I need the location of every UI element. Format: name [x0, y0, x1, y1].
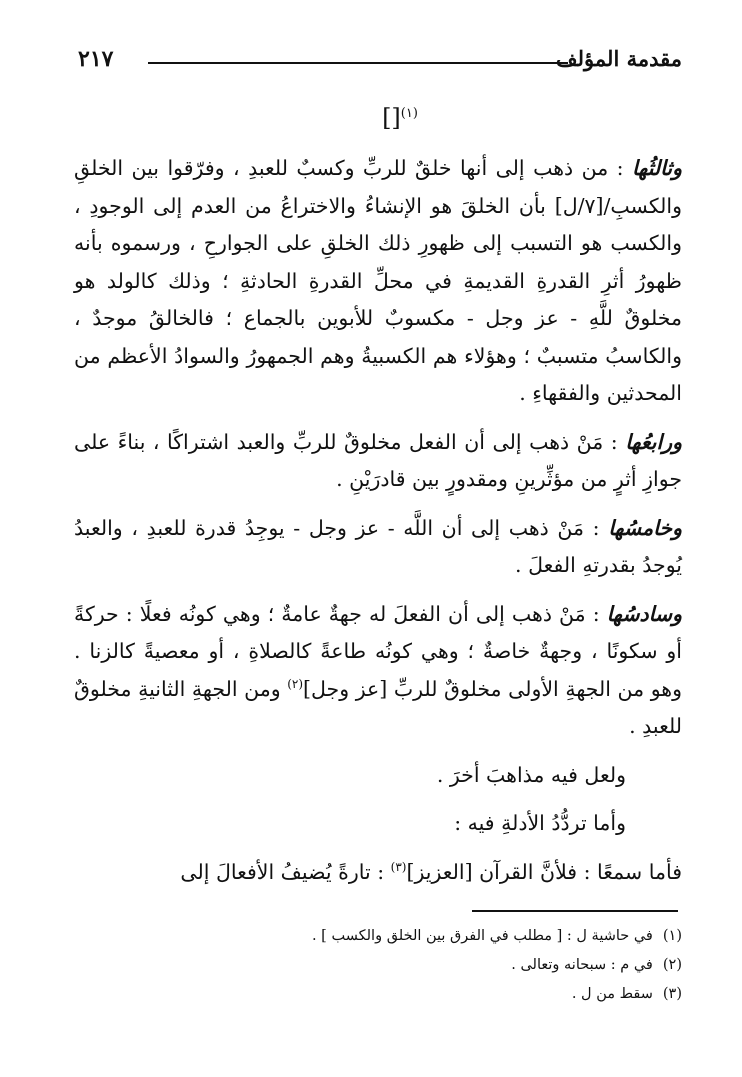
page-header — [78, 44, 682, 78]
paragraph-body: : مَنْ ذهب إلى أن الفعل مخلوقٌ للربِّ والعبد اشتراكًا ، بناءً على جوازِ أثرٍ من مؤثِّرينِ ومقدورٍ بين قادرَيْنِ . — [74, 429, 682, 491]
footnote-marker-1: (١) — [400, 106, 418, 121]
footnote-rule — [472, 910, 678, 912]
footnote-item — [150, 980, 682, 1009]
main-text — [74, 150, 682, 891]
footnote-number: (٣) — [662, 986, 682, 1002]
footnote-item — [150, 922, 682, 951]
footnote-text: في حاشية ل : [ مطلب في الفرق بين الخلق والكسب ] . — [311, 928, 653, 944]
paragraph-lead: وثالثُها — [632, 156, 682, 180]
paragraph-lead: وخامسُها — [608, 515, 682, 540]
bracket-text: [] — [382, 104, 401, 132]
page-number: ٢١٧ — [78, 46, 114, 72]
paragraph-body: : مَنْ ذهب إلى أن الفعلَ له جهةٌ عامةٌ ؛ وهي كونُه فعلًا : حركةً أو سكونًا ، وجهةٌ خاصةٌ ؛ وهي كونُه طاعةً كالصلاةِ ، أو معصيةً كالزنا . وهو من الجهةِ الأولى مخلوقٌ للربِّ [عز وجل] — [74, 601, 682, 701]
paragraph-body: : من ذهب إلى أنها خلقٌ للربِّ وكسبٌ للعبدِ ، وفرّقوا بين الخلقِ والكسبِ/[٧/ل] بأن الخلقَ هو الإنشاءُ والاختراعُ من العدم إلى الوجودِ ، والكسب هو التسبب إلى ظهورِ ذلك الخلقِ على الجوارحِ ، ورسموه بأنه ظهورُ أثرِ القدرةِ القديمةِ في محلِّ القدرةِ الحادثةِ ؛ وذلك كالولد هو مخلوقٌ للَّهِ - عز وجل - مكسوبٌ للأبوين بالجماع ؛ فالخالقُ موجدٌ ، والكاسبُ متسببٌ ؛ وهؤلاء هم الكسبيةُ وهم الجمهورُ والسوادُ الأعظم من المحدثين والفقهاءِ . — [74, 156, 682, 405]
footnote-marker-2: (٢) — [287, 676, 304, 691]
paragraph-scriptural — [74, 854, 682, 892]
footnote-text: سقط من ل . — [571, 986, 653, 1002]
paragraph-fifth — [74, 510, 682, 585]
footnote-text: في م : سبحانه وتعالى . — [511, 957, 653, 973]
footnote-number: (٢) — [662, 957, 682, 973]
footnote-marker-3: (٣) — [390, 859, 407, 874]
running-title: مقدمة المؤلف — [555, 46, 682, 71]
paragraph-third — [74, 150, 682, 413]
paragraph-body: : مَنْ ذهب إلى أن اللَّه - عز وجل - يوجِدُ قدرة للعبدِ ، والعبدُ يُوجدُ بقدرتهِ الفعلَ . — [74, 515, 682, 577]
line-evidence: وأما تردُّدُ الأدلةِ فيه : — [454, 811, 626, 835]
paragraph-sixth — [74, 596, 682, 746]
editorial-bracket — [360, 104, 440, 132]
paragraph-fourth — [74, 424, 682, 499]
header-rule — [148, 62, 568, 64]
paragraph-body-tail: ومن الجهةِ الثانيةِ مخلوقٌ للعبدِ . — [74, 676, 682, 738]
scriptural-text-tail: : تارةً يُضيفُ الأفعالَ إلى — [180, 859, 391, 884]
scriptural-text: فأما سمعًا : فلأنَّ القرآن [العزيز] — [406, 859, 682, 884]
paragraph-lead: ورابعُها — [625, 429, 682, 454]
footnotes — [150, 922, 682, 1009]
paragraph-lead: وسادسُها — [606, 601, 682, 626]
line-more-schools: ولعل فيه مذاهبَ أخرَ . — [436, 762, 626, 787]
footnote-item — [150, 951, 682, 980]
footnote-number: (١) — [662, 928, 682, 944]
